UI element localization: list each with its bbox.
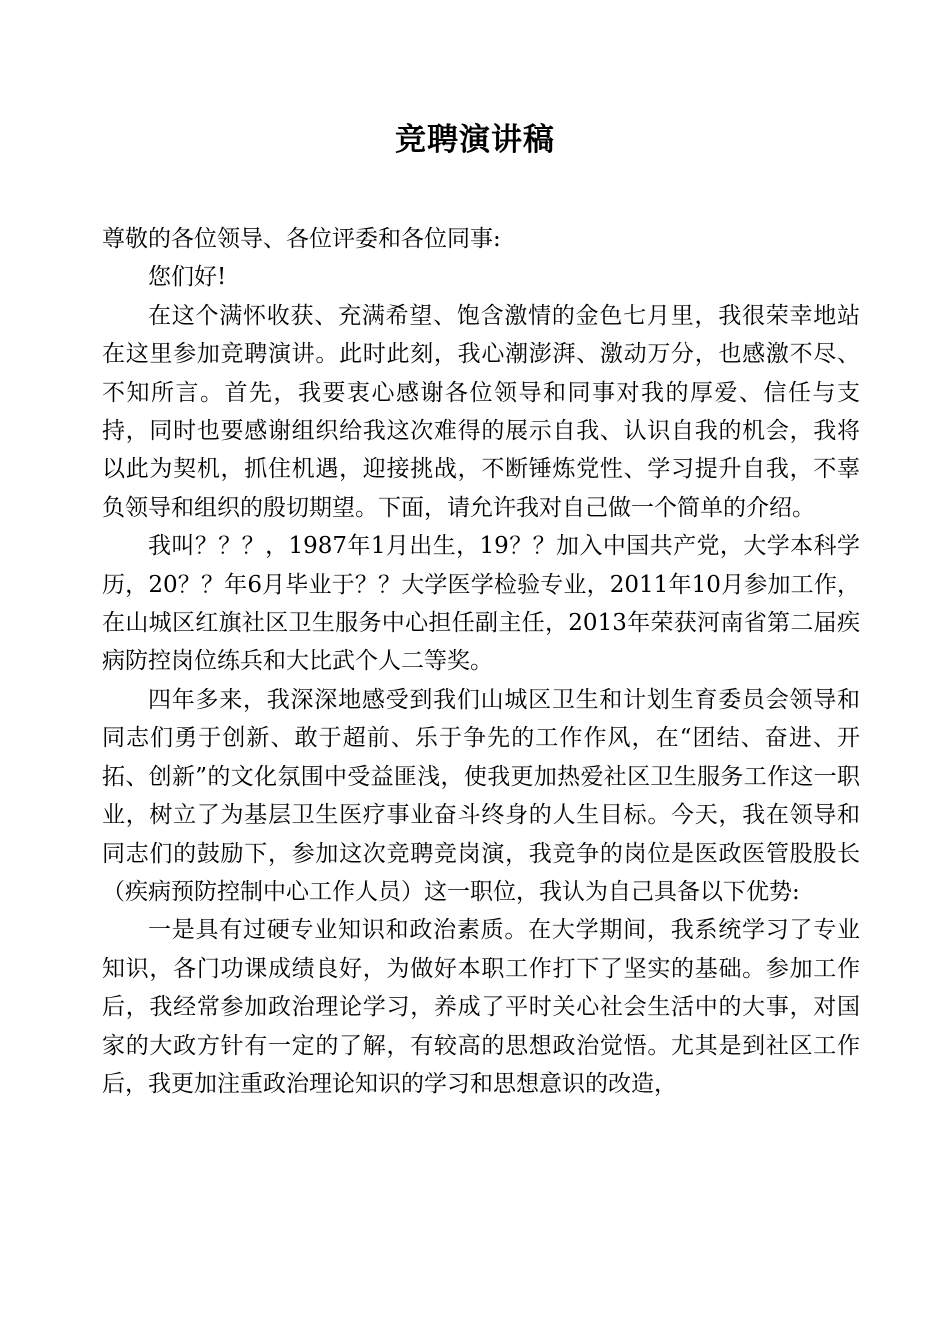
paragraph-opening: 在这个满怀收获、充满希望、饱含激情的金色七月里，我很荣幸地站在这里参加竞聘演讲。此时此刻，我心潮澎湃、激动万分，也感激不尽、不知所言。首先，我要衷心感谢各位领导和同事对我的厚爱、信任与支持，同时也要感谢组织给我这次难得的展示自我、认识自我的机会，我将以此为契机，抓住机遇，迎接挑战，不断锤炼党性、学习提升自我，不辜负领导和组织的殷切期望。下面，请允许我对自己做一个简单的介绍。: [102, 302, 860, 521]
document-title: 竞聘演讲稿: [395, 122, 555, 158]
paragraph-advantage-one: 一是具有过硬专业知识和政治素质。在大学期间，我系统学习了专业知识，各门功课成绩良好，为做好本职工作打下了坚实的基础。参加工作后，我经常参加政治理论学习，养成了平时关心社会生活中的大事，对国家的大政方针有一定的了解，有较高的思想政治觉悟。尤其是到社区工作后，我更加注重政治理论知识的学习和思想意识的改造，: [102, 917, 860, 1097]
greeting: 您们好!: [148, 264, 227, 291]
paragraph-work-experience: 四年多来，我深深地感受到我们山城区卫生和计划生育委员会领导和同志们勇于创新、敢于超前、乐于争先的工作作风，在“团结、奋进、开拓、创新”的文化氛围中受益匪浅，使我更加热爱社区卫生服务工作这一职业，树立了为基层卫生医疗事业奋斗终身的人生目标。今天，我在领导和同志们的鼓励下，参加这次竞聘竞岗演，我竞争的岗位是医政医管股股长（疾病预防控制中心工作人员）这一职位，我认为自己具备以下优势:: [102, 686, 860, 905]
document-body: [102, 220, 860, 1103]
salutation: 尊敬的各位领导、各位评委和各位同事:: [102, 226, 501, 252]
paragraph-self-introduction: 我叫？？？，1987年1月出生，19？？加入中国共产党，大学本科学历，20？？年6月毕业于？？大学医学检验专业，2011年10月参加工作，在山城区红旗社区卫生服务中心担任副主任，2013年荣获河南省第二届疾病防控岗位练兵和大比武个人二等奖。: [102, 533, 860, 675]
